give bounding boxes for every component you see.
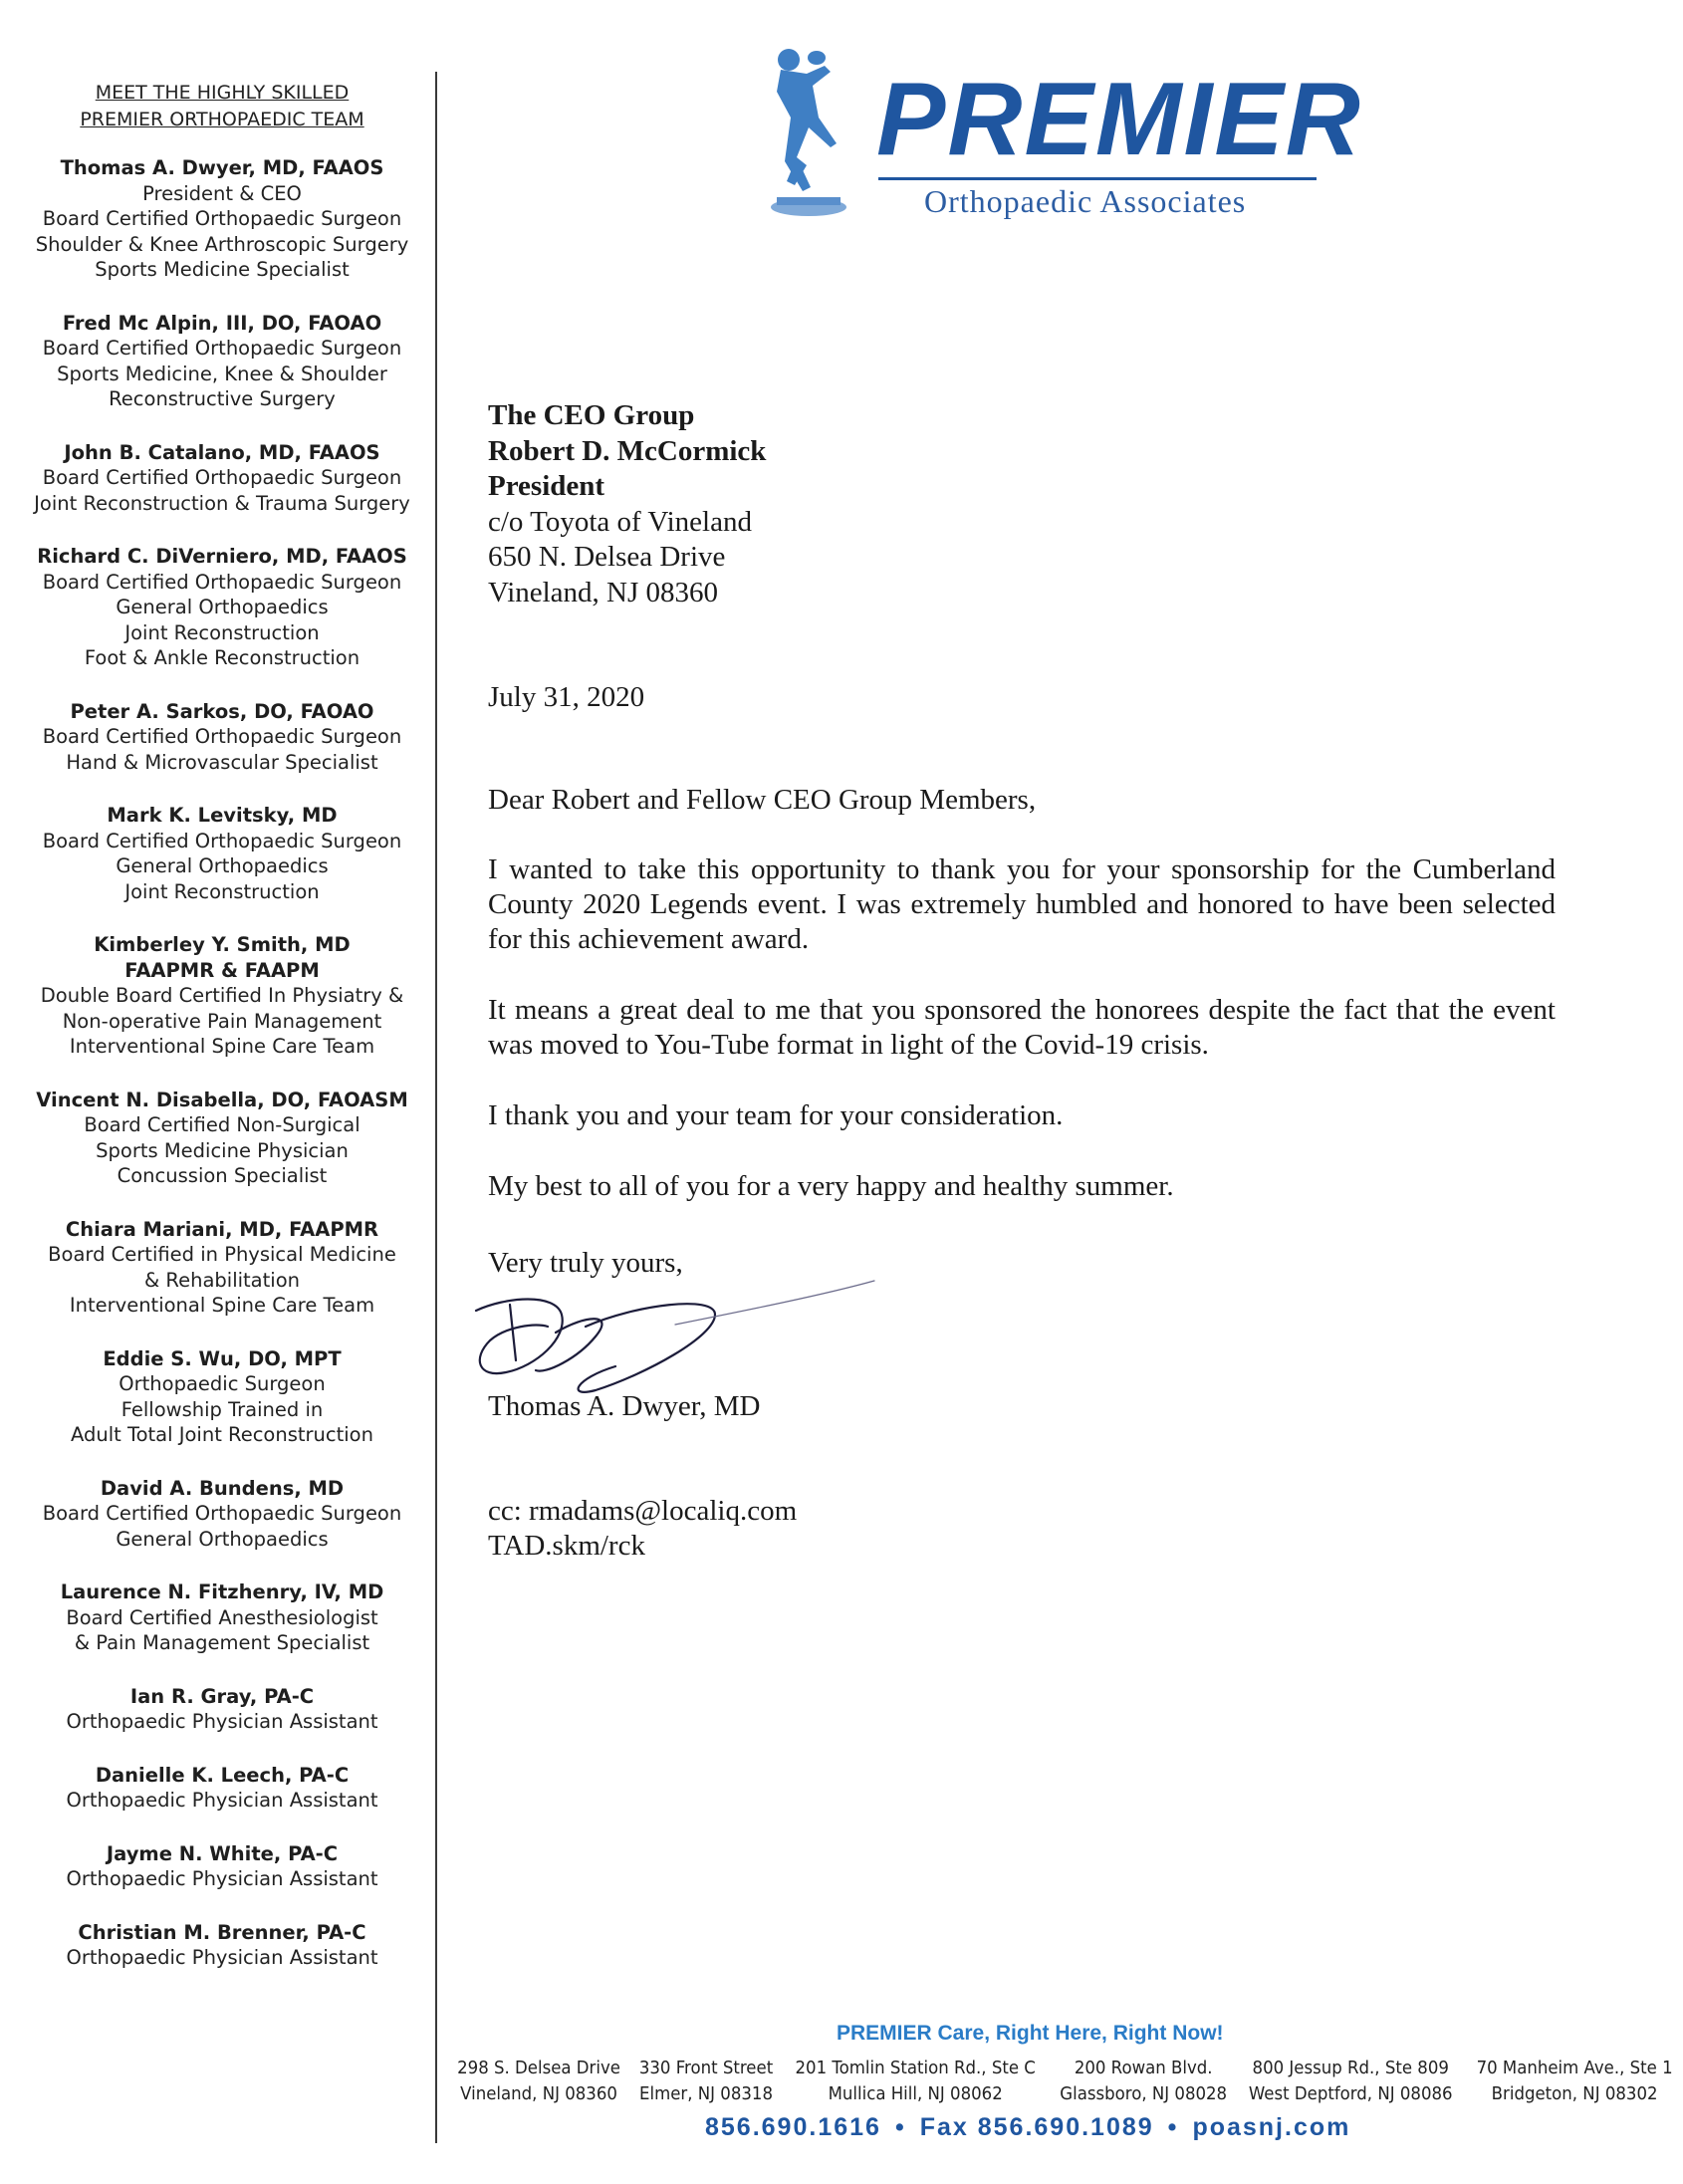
team-member [18, 1841, 426, 1892]
website-link[interactable]: poasnj.com [1192, 2113, 1351, 2141]
premier-logo [767, 48, 1362, 222]
team-member [18, 932, 426, 1060]
office-address [1060, 2056, 1227, 2107]
team-member-name: Vincent N. Disabella, DO, FAOASM [36, 1088, 408, 1111]
letter-paragraph-1: I wanted to take this opportunity to thank you for your sponsorship for the Cumberland County 2020 Legends event. I was extremely humbled and honored to have been selected for this achievement award. [488, 853, 1556, 955]
team-heading-line-1: MEET THE HIGHLY SKILLED [95, 82, 350, 104]
team-member [18, 440, 426, 517]
team-member [18, 1763, 426, 1814]
office-street: 70 Manheim Ave., Ste 1 [1476, 2058, 1673, 2078]
team-member-name: Thomas A. Dwyer, MD, FAAOS [60, 156, 384, 179]
team-member-detail: Interventional Spine Care Team [69, 1035, 375, 1058]
team-member-detail: Double Board Certified In Physiatry & [40, 984, 404, 1007]
team-member-detail: Shoulder & Knee Arthroscopic Surgery [35, 232, 409, 256]
team-member [18, 1217, 426, 1319]
team-member [18, 699, 426, 776]
team-member-name: John B. Catalano, MD, FAAOS [64, 440, 380, 464]
team-member-detail: Orthopaedic Physician Assistant [66, 1710, 378, 1733]
letter-date: July 31, 2020 [488, 681, 645, 713]
team-member-detail: Joint Reconstruction [124, 620, 320, 644]
office-street: 201 Tomlin Station Rd., Ste C [795, 2058, 1037, 2078]
office-address [796, 2056, 1036, 2107]
recipient-care-of: c/o Toyota of Vineland [488, 505, 752, 538]
recipient-title: President [488, 470, 605, 502]
team-member [18, 1346, 426, 1448]
team-member-name: Jayme N. White, PA-C [106, 1841, 339, 1865]
team-member [18, 1476, 426, 1553]
office-address [1476, 2056, 1672, 2107]
team-member-credentials: FAAPMR & FAAPM [124, 958, 320, 982]
office-address [639, 2056, 773, 2107]
office-street: 298 S. Delsea Drive [457, 2058, 620, 2078]
team-member [18, 1684, 426, 1735]
recipient-street: 650 N. Delsea Drive [488, 541, 726, 573]
team-member-detail: Foot & Ankle Reconstruction [84, 646, 361, 669]
letter-paragraph-4: My best to all of you for a very happy and healthy summer. [488, 1170, 1174, 1202]
team-member-detail: Board Certified Anesthesiologist [66, 1605, 378, 1629]
cc-email: cc: rmadams@localiq.com [488, 1495, 798, 1527]
office-city: Elmer, NJ 08318 [639, 2083, 774, 2104]
team-member-detail: Orthopaedic Physician Assistant [66, 1789, 378, 1812]
team-member [18, 311, 426, 412]
letter-greeting: Dear Robert and Fellow CEO Group Members, [488, 784, 1037, 816]
team-member-detail: Reconstructive Surgery [109, 387, 336, 410]
team-member-name: Christian M. Brenner, PA-C [78, 1920, 366, 1944]
team-member-detail: Board Certified Orthopaedic Surgeon [42, 337, 402, 360]
office-street: 330 Front Street [639, 2058, 774, 2078]
office-city: Bridgeton, NJ 08302 [1491, 2083, 1658, 2104]
fax-number: Fax 856.690.1089 [919, 2113, 1154, 2141]
discus-thrower-icon [767, 48, 876, 222]
team-member [18, 803, 426, 904]
team-member-detail: Board Certified in Physical Medicine [48, 1243, 396, 1266]
team-heading [18, 80, 426, 133]
footer-tagline: PREMIER Care, Right Here, Right Now! [837, 2022, 1224, 2045]
phone-number: 856.690.1616 [705, 2113, 881, 2141]
contact-line [705, 2113, 1350, 2142]
team-member-detail: Joint Reconstruction [124, 879, 320, 903]
team-member-detail: Board Certified Orthopaedic Surgeon [42, 1502, 402, 1525]
recipient-org: The CEO Group [488, 399, 695, 431]
team-member-name: David A. Bundens, MD [100, 1476, 345, 1500]
team-member-name: Mark K. Levitsky, MD [107, 804, 338, 827]
team-member-detail: Board Certified Non-Surgical [84, 1113, 361, 1136]
office-city: West Deptford, NJ 08086 [1249, 2083, 1453, 2104]
letter-paragraph-3: I thank you and your team for your consideration. [488, 1099, 1064, 1131]
recipient-city: Vineland, NJ 08360 [488, 576, 719, 608]
team-member [18, 544, 426, 671]
team-heading-line-2: PREMIER ORTHOPAEDIC TEAM [80, 109, 364, 130]
team-member [18, 155, 426, 283]
letter-closing: Very truly yours, [488, 1247, 683, 1279]
team-member-detail: Board Certified Orthopaedic Surgeon [42, 207, 402, 230]
team-member-detail: Orthopaedic Physician Assistant [66, 1867, 378, 1890]
team-member-detail: Board Certified Orthopaedic Surgeon [42, 829, 402, 852]
office-address [1249, 2056, 1453, 2107]
team-member-detail: & Rehabilitation [144, 1268, 300, 1292]
team-member [18, 1579, 426, 1656]
team-member-detail: General Orthopaedics [116, 1527, 329, 1551]
office-city: Mullica Hill, NJ 08062 [828, 2083, 1004, 2104]
team-member-detail: & Pain Management Specialist [74, 1631, 370, 1654]
team-member-detail: General Orthopaedics [116, 854, 329, 877]
team-member-list [18, 155, 426, 1971]
office-address [457, 2056, 620, 2107]
logo-wordmark: PREMIER [876, 62, 1362, 177]
team-member-name: Peter A. Sarkos, DO, FAOAO [70, 699, 374, 723]
team-member-name: Laurence N. Fitzhenry, IV, MD [60, 1580, 384, 1603]
logo-subtitle: Orthopaedic Associates [924, 183, 1247, 219]
reference-initials: TAD.skm/rck [488, 1530, 645, 1562]
team-member-detail: Orthopaedic Surgeon [119, 1372, 326, 1395]
team-member-detail: Joint Reconstruction & Trauma Surgery [34, 491, 410, 515]
logo-rule [878, 177, 1317, 180]
team-member-name: Fred Mc Alpin, III, DO, FAOAO [62, 311, 382, 335]
team-member-name: Chiara Mariani, MD, FAAPMR [65, 1217, 379, 1241]
team-member-name: Ian R. Gray, PA-C [129, 1684, 315, 1708]
office-city: Glassboro, NJ 08028 [1060, 2083, 1227, 2104]
office-city: Vineland, NJ 08360 [460, 2083, 617, 2104]
letter-paragraph-2: It means a great deal to me that you sponsored the honorees despite the fact that the event was moved to You-Tube format in light of the Covid-19 crisis. [488, 994, 1556, 1061]
team-member-detail: Non-operative Pain Management [62, 1009, 382, 1033]
separator-dot: • [1167, 2113, 1179, 2141]
office-locations [450, 2056, 1681, 2107]
team-member-detail: Sports Medicine, Knee & Shoulder [57, 362, 387, 385]
team-member-detail: Adult Total Joint Reconstruction [71, 1423, 373, 1446]
team-member-detail: Fellowship Trained in [120, 1397, 324, 1421]
sidebar-divider [435, 72, 437, 2143]
team-member-detail: Concussion Specialist [117, 1164, 328, 1187]
team-member-detail: Board Certified Orthopaedic Surgeon [42, 570, 402, 594]
recipient-name: Robert D. McCormick [488, 434, 767, 467]
team-member-detail: Board Certified Orthopaedic Surgeon [42, 466, 402, 489]
team-sidebar [18, 80, 426, 1999]
team-member-detail: Sports Medicine Physician [96, 1138, 349, 1162]
team-member-name: Richard C. DiVerniero, MD, FAAOS [37, 545, 407, 568]
team-member-name: Danielle K. Leech, PA-C [95, 1763, 350, 1787]
office-street: 200 Rowan Blvd. [1074, 2058, 1213, 2078]
signer-name: Thomas A. Dwyer, MD [488, 1390, 761, 1422]
letter-body [488, 783, 1556, 1240]
team-member-name: Eddie S. Wu, DO, MPT [103, 1346, 342, 1370]
team-member-name: Kimberley Y. Smith, MD [94, 933, 351, 956]
team-member-detail: General Orthopaedics [116, 596, 329, 618]
cc-block [488, 1494, 797, 1564]
office-street: 800 Jessup Rd., Ste 809 [1252, 2058, 1450, 2078]
team-member-detail: Orthopaedic Physician Assistant [66, 1946, 378, 1969]
recipient-address [488, 398, 766, 610]
team-member [18, 1920, 426, 1971]
team-member-detail: Sports Medicine Specialist [95, 258, 350, 281]
team-member-detail: Hand & Microvascular Specialist [66, 750, 378, 774]
team-member-detail: President & CEO [142, 181, 302, 205]
team-member-detail: Interventional Spine Care Team [69, 1294, 375, 1317]
separator-dot: • [894, 2113, 906, 2141]
team-member-detail: Board Certified Orthopaedic Surgeon [42, 725, 402, 748]
team-member [18, 1088, 426, 1189]
